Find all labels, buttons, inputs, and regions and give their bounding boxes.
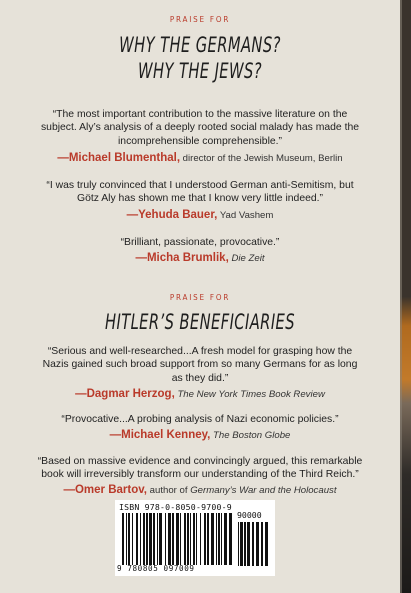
attribution-name: —Yehuda Bauer, <box>126 209 218 221</box>
attribution-publication: Germany’s War and the Holocaust <box>190 485 337 496</box>
book-title-1-line2: WHY THE JEWS? <box>138 59 262 83</box>
attribution-name: —Michael Blumenthal, <box>57 152 181 164</box>
isbn-barcode <box>115 500 275 576</box>
attribution-name: —Michael Kenney, <box>109 429 211 441</box>
quote-line: “Serious and well-researched...A fresh model for grasping how the <box>47 346 353 357</box>
quote-herzog <box>30 345 370 385</box>
attribution-bartov <box>10 483 390 498</box>
quote-line: “Provocative...A probing analysis of Nazi economic policies.” <box>61 414 339 425</box>
attribution-herzog <box>10 387 390 402</box>
attribution-name: —Omer Bartov, <box>63 484 147 496</box>
attribution-name: —Micha Brumlik, <box>135 252 229 264</box>
quote-line: subject. Aly’s analysis of a deeply rooted social malady has made the <box>40 122 360 134</box>
attribution-role: Yad Vashem <box>217 210 274 221</box>
quote-line: “I was truly convinced that I understood German anti-Semitism, but <box>46 180 354 191</box>
quote-bartov <box>30 455 370 482</box>
book-title-2: HITLER’S BENEFICIARIES <box>104 310 296 334</box>
quote-bauer <box>30 179 370 206</box>
quote-line: “Brilliant, passionate, provocative.” <box>120 237 280 248</box>
attribution-publication: The Boston Globe <box>210 430 291 441</box>
book-title-1-line1: WHY THE GERMANS? <box>119 33 281 57</box>
quote-line: “The most important contribution to the massive literature on the <box>52 109 348 120</box>
attribution-bauer <box>10 208 390 223</box>
spine-highlight <box>400 0 402 593</box>
quote-blumenthal <box>30 108 370 148</box>
attribution-brumlik <box>10 251 390 266</box>
quote-line: “Based on massive evidence and convincingly argued, this remarkable <box>37 456 363 467</box>
attribution-role: author of <box>147 485 191 496</box>
attribution-blumenthal <box>10 151 390 166</box>
barcode-addon-bars <box>237 522 271 566</box>
quote-line: Nazis gained such broad support from so many Germans for as long <box>42 359 358 371</box>
barcode-bars <box>121 513 233 565</box>
praise-for-label-1: PRAISE FOR <box>169 15 231 24</box>
quote-line: Götz Aly has shown me that I know very little indeed.” <box>76 193 324 205</box>
quote-brumlik <box>30 236 370 249</box>
attribution-publication: Die Zeit <box>228 253 265 264</box>
isbn-text: ISBN 978-0-8050-9700-9 <box>119 502 232 512</box>
barcode-number: 9 780805 097009 <box>117 564 195 573</box>
quote-line: book will irreversibly transform our understanding of the Third Reich.” <box>41 469 359 481</box>
attribution-kenney <box>10 428 390 443</box>
quote-kenney <box>30 413 370 426</box>
attribution-publication: The New York Times Book Review <box>174 389 325 400</box>
attribution-role: director of the Jewish Museum, Berlin <box>180 153 343 164</box>
quote-line: incomprehensible comprehensible.” <box>117 135 283 147</box>
praise-for-label-2: PRAISE FOR <box>169 293 231 302</box>
quote-line: as they did.” <box>171 372 229 384</box>
attribution-name: —Dagmar Herzog, <box>75 388 175 400</box>
barcode-addon-number: 90000 <box>237 510 262 520</box>
